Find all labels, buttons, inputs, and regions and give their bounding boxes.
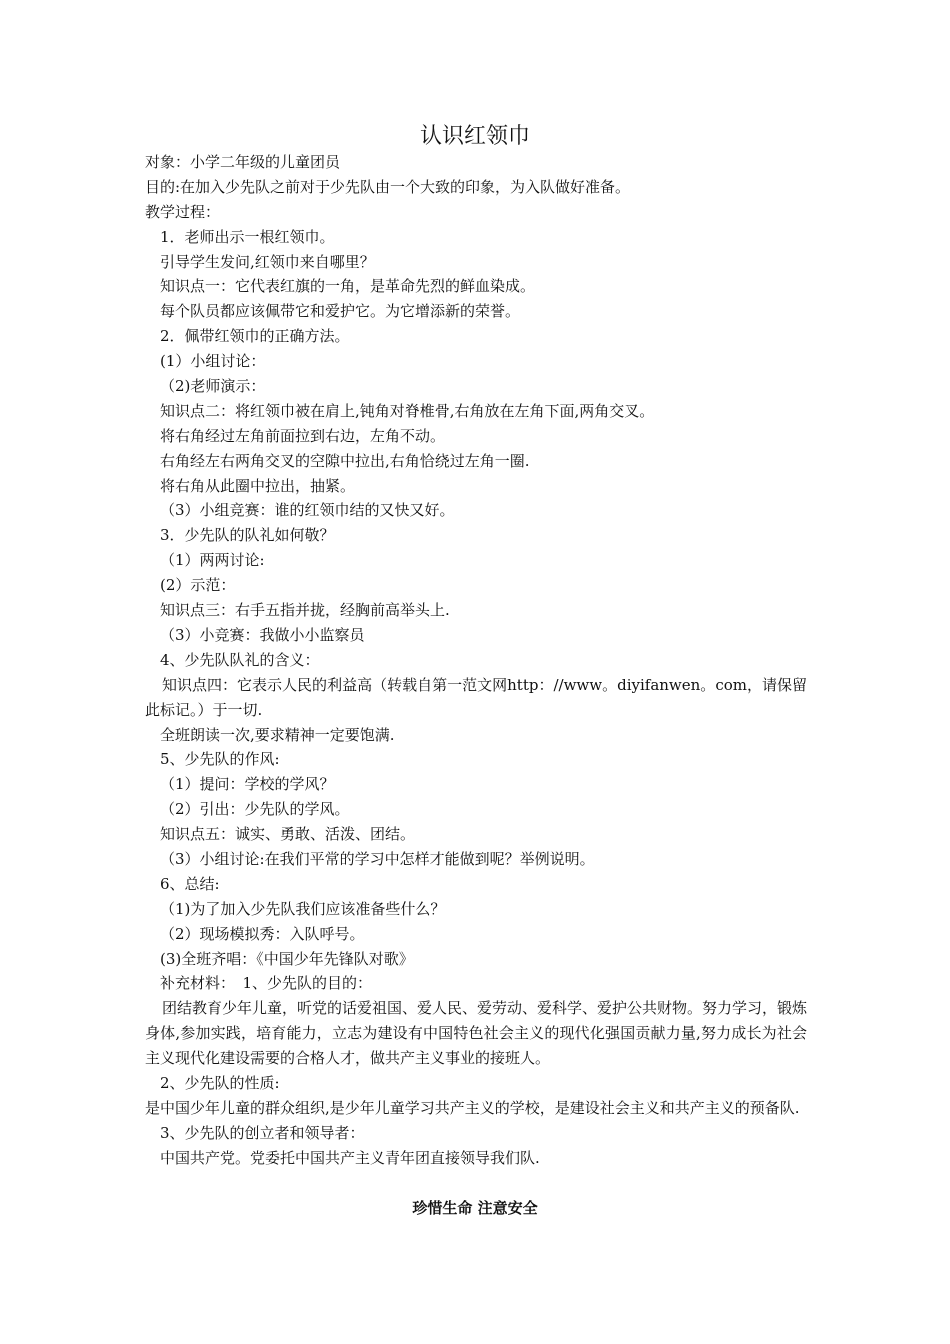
sub-item: （3）小竞赛：我做小小监察员 [160, 625, 365, 644]
body-line: 全班朗读一次,要求精神一定要饱满. [160, 725, 395, 744]
process-heading: 教学过程： [145, 202, 221, 221]
document-body [145, 150, 807, 1171]
sub-item: (1）小组讨论： [160, 352, 266, 371]
audience-line: 对象：小学二年级的儿童团员 [145, 153, 341, 171]
step-heading-1: 1．老师出示一根红领巾。 [160, 227, 335, 246]
safety-slogan: 珍惜生命 注意安全 [412, 1199, 538, 1217]
sub-item: （1)为了加入少先队我们应该准备些什么？ [160, 899, 446, 918]
sub-item: （2）现场模拟秀：入队呼号。 [160, 924, 365, 943]
body-line: 将右角从此圈中拉出，抽紧。 [160, 476, 356, 495]
sub-item: （3）小组讨论:在我们平常的学习中怎样才能做到呢？举例说明。 [160, 849, 595, 868]
sub-item: （1）提问：学校的学风？ [160, 775, 335, 794]
body-line: 每个队员都应该佩带它和爱护它。为它增添新的荣誉。 [160, 302, 521, 321]
purpose-line: 目的:在加入少先队之前对于少先队由一个大致的印象，为入队做好准备。 [145, 177, 631, 196]
knowledge-point-5: 知识点五：诚实、勇敢、活泼、团结。 [160, 825, 416, 844]
sub-item: （1）两两讨论: [160, 551, 265, 570]
supplement-heading-nature: 2、少先队的性质: [160, 1074, 280, 1093]
step-heading-2: 2．佩带红领巾的正确方法。 [160, 327, 350, 346]
knowledge-point-2: 知识点二：将红领巾被在肩上,钝角对脊椎骨,右角放在左角下面,两角交叉。 [160, 401, 655, 420]
sub-item: （3）小组竞赛：谁的红领巾结的又快又好。 [160, 501, 455, 520]
supplement-heading: 补充材料： 1、少先队的目的： [160, 974, 373, 993]
step-heading-3: 3．少先队的队礼如何敬？ [160, 526, 335, 545]
sub-item: (2）示范： [160, 576, 236, 595]
step-heading-5: 5、少先队的作风: [160, 750, 280, 769]
sub-item: （2)老师演示： [160, 377, 266, 396]
sub-item: (3)全班齐唱：《中国少年先锋队对歌》 [160, 949, 414, 968]
sub-item: （2）引出：少先队的学风。 [160, 800, 350, 819]
supplement-paragraph-purpose: 团结教育少年儿童，听党的话爱祖国、爱人民、爱劳动、爱科学、爱护公共财物。努力学习，锻炼身体,参加实践，培育能力，立志为建设有中国特色社会主义的现代化强国贡献力量,努力成长为社会主义现代化建设需要的合格人才，做共产主义事业的接班人。 [145, 999, 808, 1068]
body-line: 右角经左右两角交叉的空隙中拉出,右角恰绕过左角一圈. [160, 451, 530, 470]
body-line: 将右角经过左角前面拉到右边，左角不动。 [160, 426, 446, 445]
document-title: 认识红领巾 [419, 124, 530, 149]
step-heading-4: 4、少先队队礼的含义： [160, 650, 320, 669]
step-heading-6: 6、总结: [160, 874, 220, 893]
supplement-paragraph-founder: 中国共产党。党委托中国共产主义青年团直接领导我们队. [160, 1148, 540, 1167]
knowledge-point-4: 知识点四：它表示人民的利益高（转载自第一范文网http：//www。diyifanwen。com，请保留此标记。）于一切. [145, 675, 807, 719]
body-line: 引导学生发问,红领巾来自哪里？ [160, 252, 375, 271]
supplement-paragraph-nature: 是中国少年儿童的群众组织,是少年儿童学习共产主义的学校，是建设社会主义和共产主义的预备队. [145, 1098, 800, 1117]
knowledge-point-1: 知识点一：它代表红旗的一角，是革命先烈的鲜血染成。 [160, 277, 536, 296]
supplement-heading-founder: 3、少先队的创立者和领导者： [160, 1123, 365, 1142]
knowledge-point-3: 知识点三：右手五指并拢，经胸前高举头上. [160, 601, 450, 620]
